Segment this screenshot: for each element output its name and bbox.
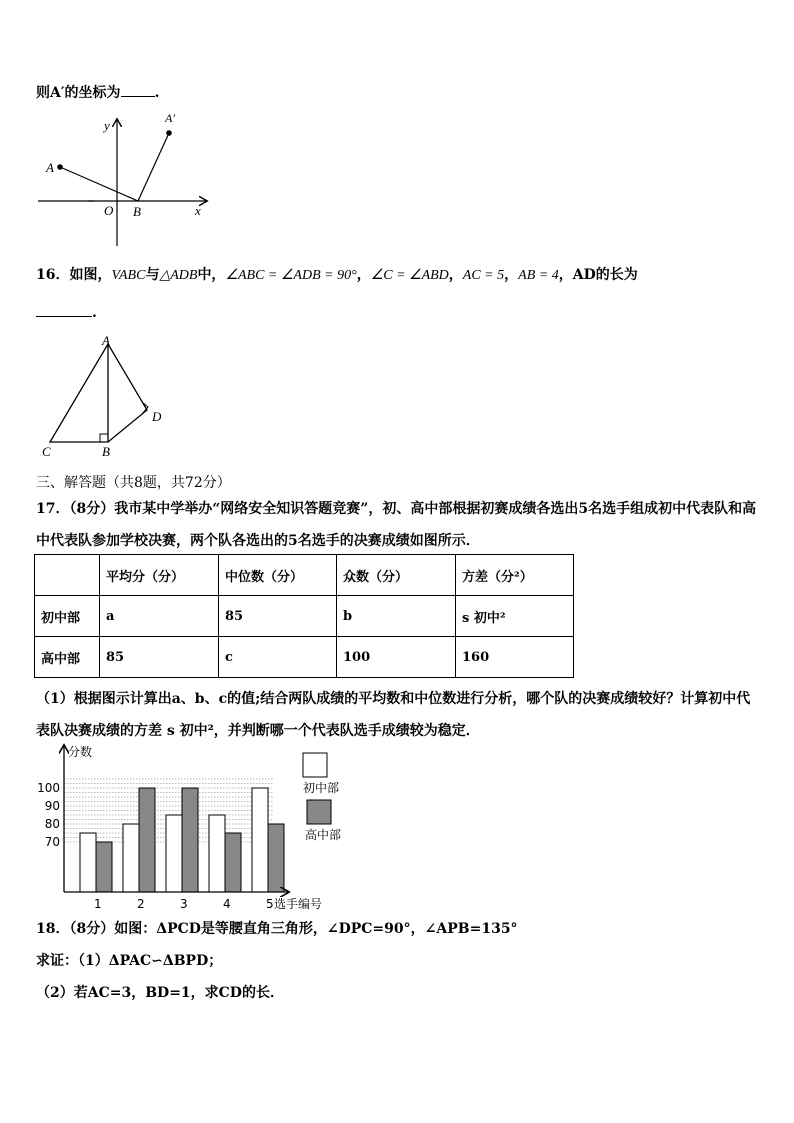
- table-cell: 85: [100, 637, 219, 678]
- q16-condition-angles: ∠C = ∠ABD: [370, 268, 449, 283]
- table-cell: b: [337, 596, 456, 637]
- q15-suffix: .: [154, 85, 160, 101]
- segment-ab: [60, 167, 138, 201]
- q15-coordinate-figure: [30, 108, 220, 250]
- q16-target: AD: [572, 267, 596, 283]
- point-a-prime: [166, 130, 172, 136]
- bar-junior-5: [252, 788, 268, 892]
- table-cell: a: [100, 596, 219, 637]
- q16-and: 与: [145, 267, 160, 283]
- q15-answer-line: [36, 82, 159, 102]
- label-o: O: [104, 203, 114, 218]
- q15-prefix: 则A′的坐标为: [36, 85, 121, 101]
- bar-senior-5: [268, 824, 284, 892]
- q16-sep: ，: [558, 267, 573, 283]
- table-cell: 100: [337, 637, 456, 678]
- y-tick-label: 80: [44, 817, 60, 831]
- x-tick-label: 1: [94, 897, 102, 911]
- q16-tail: 的长为: [595, 267, 638, 283]
- answer-blank: [121, 84, 155, 97]
- label-b: B: [133, 204, 141, 219]
- bar-senior-3: [182, 788, 198, 892]
- point-a: [57, 164, 63, 170]
- table-cell: 高中部: [35, 637, 100, 678]
- q16-in: 中，: [197, 267, 226, 283]
- q16-triangle-figure: [36, 332, 176, 460]
- y-tick-label: 90: [44, 799, 60, 813]
- triangle-abc: [50, 344, 108, 442]
- legend-swatch-junior: [303, 753, 327, 777]
- legend-swatch-senior: [307, 800, 331, 824]
- segment-ba-prime: [138, 133, 169, 201]
- q16-answer-line: [36, 304, 97, 321]
- x-tick-label: 2: [137, 897, 145, 911]
- table-cell: 初中部: [35, 596, 100, 637]
- legend-label-senior: 高中部: [305, 828, 342, 842]
- x-tick-label: 5: [266, 897, 274, 911]
- bar-junior-3: [166, 815, 182, 892]
- x-tick-label: 4: [223, 897, 231, 911]
- table-header-cell: 众数（分）: [337, 555, 456, 596]
- q17-part1-line2: 表队决赛成绩的方差 s 初中²，并判断哪一个代表队选手成绩较为稳定．: [36, 723, 480, 739]
- label-b: B: [102, 444, 110, 459]
- table-header-cell: 平均分（分）: [100, 555, 219, 596]
- table-header-cell: 方差（分²）: [456, 555, 574, 596]
- q16-sep: ，: [504, 267, 519, 283]
- legend-label-junior: 初中部: [303, 781, 340, 795]
- label-c: C: [42, 444, 51, 459]
- chart-legend: [300, 752, 370, 844]
- bar-senior-4: [225, 833, 241, 892]
- label-y: y: [104, 118, 110, 133]
- table-header-cell: 中位数（分）: [219, 555, 337, 596]
- q16-sep: ，: [356, 267, 371, 283]
- bar-senior-1: [96, 842, 112, 892]
- answer-blank: [36, 304, 92, 317]
- bar-senior-2: [139, 788, 155, 892]
- q16-stem: [36, 264, 638, 284]
- q18-part1: 求证：（1）ΔPAC∽ΔBPD；: [36, 953, 223, 969]
- q16-triangle-adb: △ADB: [159, 268, 198, 283]
- bar-junior-1: [80, 833, 96, 892]
- section-title: 三、解答题（共8题，共72分）: [36, 475, 231, 491]
- q17-stem-line2: 中代表队参加学校决赛，两个队各选出的5名选手的决赛成绩如图所示．: [36, 533, 480, 549]
- label-a-prime: A′: [165, 111, 175, 125]
- q17-score-table: [34, 554, 574, 678]
- table-cell: s 初中²: [456, 596, 574, 637]
- label-d: D: [152, 409, 162, 424]
- y-tick-label: 100: [37, 781, 60, 795]
- bar-junior-4: [209, 815, 225, 892]
- table-header-cell: [35, 555, 100, 596]
- table-row: [35, 637, 574, 678]
- q16-condition-ab: AB = 4: [518, 268, 559, 283]
- right-angle-b: [100, 434, 108, 442]
- triangle-adb: [108, 344, 147, 442]
- q17-stem-line1: 17．（8分）我市某中学举办“网络安全知识答题竞赛”，初、高中部根据初赛成绩各选出5名选手组成初中代表队和高: [36, 501, 757, 517]
- q16-number: 16．如图，: [36, 267, 112, 283]
- label-x: x: [195, 203, 201, 218]
- table-header-row: [35, 555, 574, 596]
- q16-triangle-abc: VABC: [111, 268, 146, 283]
- q16-condition-right-angles: ∠ABC = ∠ADB = 90°: [225, 268, 357, 283]
- y-axis-label: 分数: [68, 745, 93, 759]
- q16-condition-ac: AC = 5: [462, 268, 505, 283]
- table-cell: 160: [456, 637, 574, 678]
- bar-junior-2: [123, 824, 139, 892]
- x-axis-label: 选手编号: [274, 897, 323, 911]
- table-row: [35, 596, 574, 637]
- q16-end: .: [92, 305, 97, 321]
- q18-part2: （2）若AC=3，BD=1，求CD的长．: [36, 985, 284, 1001]
- q16-sep: ，: [448, 267, 463, 283]
- q17-part1-line1: （1）根据图示计算出a、b、c的值;结合两队成绩的平均数和中位数进行分析，哪个队的决赛成绩较好？计算初中代: [36, 691, 751, 707]
- label-a: A: [46, 160, 54, 175]
- q18-stem: 18．（8分）如图：ΔPCD是等腰直角三角形，∠DPC=90°，∠APB=135°: [36, 921, 518, 937]
- table-cell: c: [219, 637, 337, 678]
- x-tick-label: 3: [180, 897, 188, 911]
- table-cell: 85: [219, 596, 337, 637]
- y-tick-label: 70: [44, 835, 60, 849]
- label-a: A: [102, 333, 110, 348]
